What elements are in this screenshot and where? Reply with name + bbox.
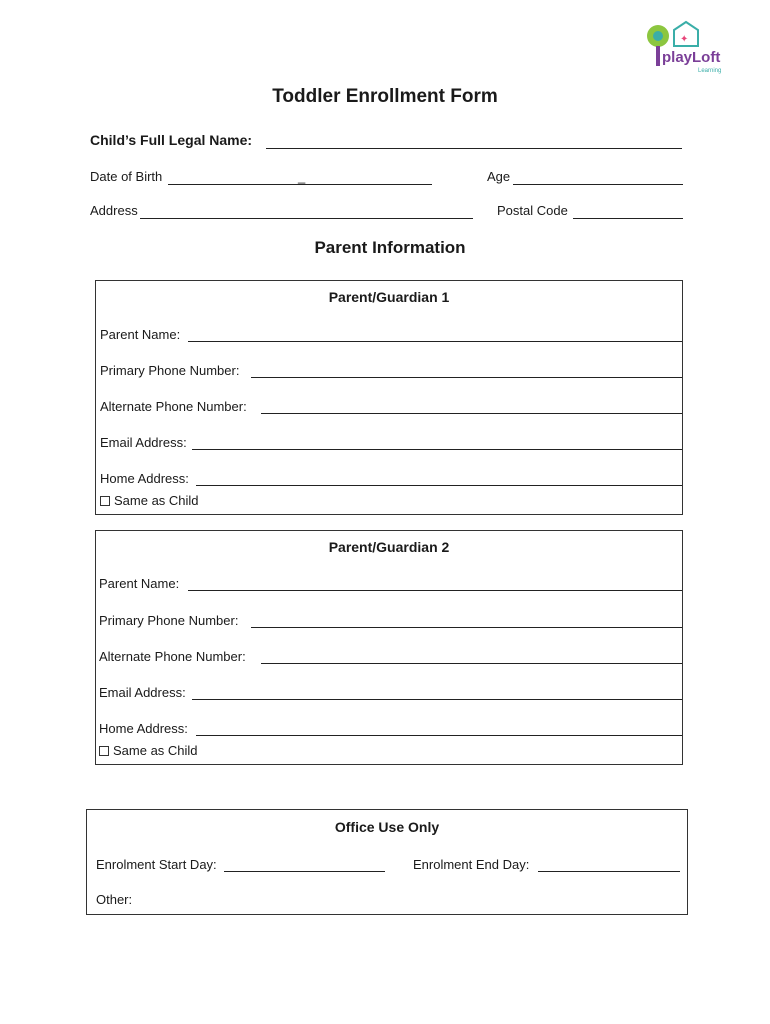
page-title: Toddler Enrollment Form: [272, 86, 498, 107]
checkbox-icon[interactable]: [100, 496, 110, 506]
guardian-2-same-as-child[interactable]: [99, 743, 198, 758]
guardian-2-alt-phone-field[interactable]: [261, 648, 682, 664]
office-use-title: Office Use Only: [334, 819, 440, 835]
other-field[interactable]: [139, 890, 679, 908]
dob-field-part1[interactable]: [168, 168, 306, 185]
dob-field-part2[interactable]: [306, 168, 432, 185]
guardian-1-email-field[interactable]: [192, 434, 682, 450]
guardian-2-primary-phone-field[interactable]: [251, 612, 682, 628]
guardian-2-email-label: Email Address:: [99, 685, 186, 700]
guardian-2-same-label: Same as Child: [113, 743, 198, 758]
guardian-2-home-field[interactable]: [196, 720, 682, 736]
guardian-2-home-label: Home Address:: [99, 721, 188, 736]
enrolment-start-label: Enrolment Start Day:: [96, 857, 217, 872]
other-label: Other:: [96, 892, 133, 907]
postal-code-label: Postal Code: [497, 203, 568, 218]
guardian-2-alt-phone-label: Alternate Phone Number:: [99, 649, 246, 664]
checkbox-icon[interactable]: [99, 746, 109, 756]
guardian-2-box: [95, 530, 683, 765]
playloft-logo: [640, 20, 730, 76]
guardian-2-title: Parent/Guardian 2: [328, 539, 450, 555]
guardian-1-primary-phone-label: Primary Phone Number:: [100, 363, 240, 378]
address-field[interactable]: [140, 202, 473, 219]
parent-info-title: Parent Information: [314, 238, 466, 257]
dob-separator: _: [298, 169, 306, 184]
office-use-box: [86, 809, 688, 915]
guardian-1-same-as-child[interactable]: [100, 493, 199, 508]
guardian-1-same-label: Same as Child: [114, 493, 199, 508]
enrolment-end-label: Enrolment End Day:: [413, 857, 530, 872]
guardian-1-home-field[interactable]: [196, 470, 682, 486]
guardian-1-alt-phone-field[interactable]: [261, 398, 682, 414]
guardian-1-title: Parent/Guardian 1: [328, 289, 450, 305]
guardian-1-box: [95, 280, 683, 515]
svg-text:✦: ✦: [680, 34, 689, 45]
logo-subtitle: Learning: [698, 68, 722, 74]
age-field[interactable]: [513, 168, 683, 185]
guardian-2-name-field[interactable]: [188, 575, 682, 591]
enrolment-end-field[interactable]: [538, 856, 680, 872]
guardian-1-email-label: Email Address:: [100, 435, 187, 450]
guardian-1-primary-phone-field[interactable]: [251, 362, 682, 378]
guardian-1-name-field[interactable]: [188, 326, 682, 342]
child-name-field[interactable]: [266, 132, 682, 149]
guardian-2-primary-phone-label: Primary Phone Number:: [99, 613, 239, 628]
address-label: Address: [90, 203, 138, 218]
logo-wordmark: playLoft: [662, 49, 721, 66]
child-name-label: Child’s Full Legal Name:: [90, 132, 253, 148]
postal-code-field[interactable]: [573, 202, 683, 219]
guardian-1-alt-phone-label: Alternate Phone Number:: [100, 399, 247, 414]
enrolment-start-field[interactable]: [224, 856, 385, 872]
guardian-1-name-label: Parent Name:: [100, 327, 181, 342]
guardian-2-name-label: Parent Name:: [99, 576, 180, 591]
guardian-1-home-label: Home Address:: [100, 471, 189, 486]
dob-label: Date of Birth: [90, 169, 163, 184]
guardian-2-email-field[interactable]: [192, 684, 682, 700]
age-label: Age: [487, 169, 511, 184]
